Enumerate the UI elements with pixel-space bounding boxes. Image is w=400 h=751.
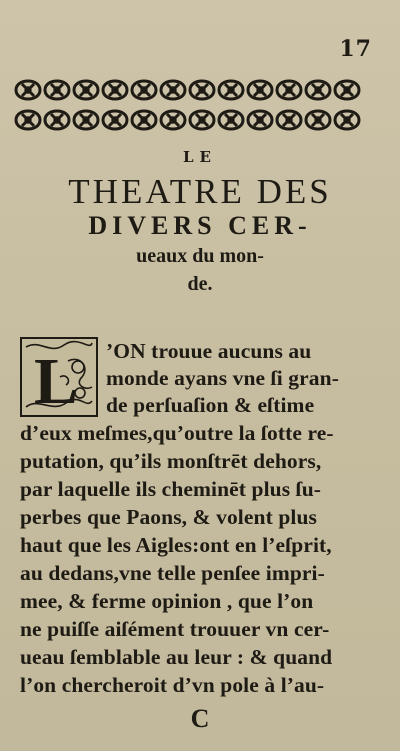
ornament-dot [258,118,262,122]
decorated-drop-cap-initial [20,337,98,417]
ornament-dot [113,88,117,92]
body-text-line: de perſuaſion & eſtime [106,393,315,417]
body-text-line: haut que les Aigles:ont en l’eſprit, [20,533,332,557]
ornament-dot [229,118,233,122]
ornament-dot [171,88,175,92]
ornament-dot [142,118,146,122]
heading-title-line-1: THEATRE DES [68,172,332,211]
ornament-dot [258,88,262,92]
ornament-dot [171,118,175,122]
body-text-line: putation, qu’ils monſtrēt dehors, [20,449,322,473]
ornament-dot [316,88,320,92]
body-text-line: perbes que Paons, & volent plus [20,505,317,529]
body-text-line: mee, & ferme opinion , que l’on [20,589,314,613]
body-text-line: l’on chercheroit d’vn pole à l’au- [20,673,325,697]
ornament-dot [200,88,204,92]
heading-title-line-3: ueaux du mon- [136,245,264,267]
ornament-dot [142,88,146,92]
signature-mark: C [190,704,210,733]
body-text-line: ne puiſſe aiſément trouuer vn cer- [20,617,330,641]
page-number: 17 [339,36,372,62]
ornament-dot [287,118,291,122]
ornament-dot [345,118,349,122]
heading-title-line-2: DIVERS CER- [88,211,312,240]
drop-cap-letter: L [34,345,79,417]
ornament-dot [84,118,88,122]
heading-title-line-4: de. [187,273,213,295]
ornament-dot [55,88,59,92]
ornament-dot [26,118,30,122]
body-text-line: par laquelle ils cheminēt plus ſu- [20,477,322,501]
ornament-dot [26,88,30,92]
ornament-dot [229,88,233,92]
ornament-dot [287,88,291,92]
ornament-dot [345,88,349,92]
body-text-line: ’ON trouue aucuns au [106,339,312,363]
heading-article: LE [183,148,217,166]
ornament-dot [55,118,59,122]
body-text-line: au dedans,vne telle penſee impri- [20,561,325,585]
ornament-dot [316,118,320,122]
decorative-headpiece-ornament [14,74,364,136]
ornament-dot [200,118,204,122]
body-text-line: ueau ſemblable au leur : & quand [20,645,333,669]
ornament-dot [84,88,88,92]
body-text-line: monde ayans vne ſi gran- [106,366,339,390]
body-text-line: d’eux meſmes,qu’outre la ſotte re- [20,421,334,445]
ornament-dot [113,118,117,122]
